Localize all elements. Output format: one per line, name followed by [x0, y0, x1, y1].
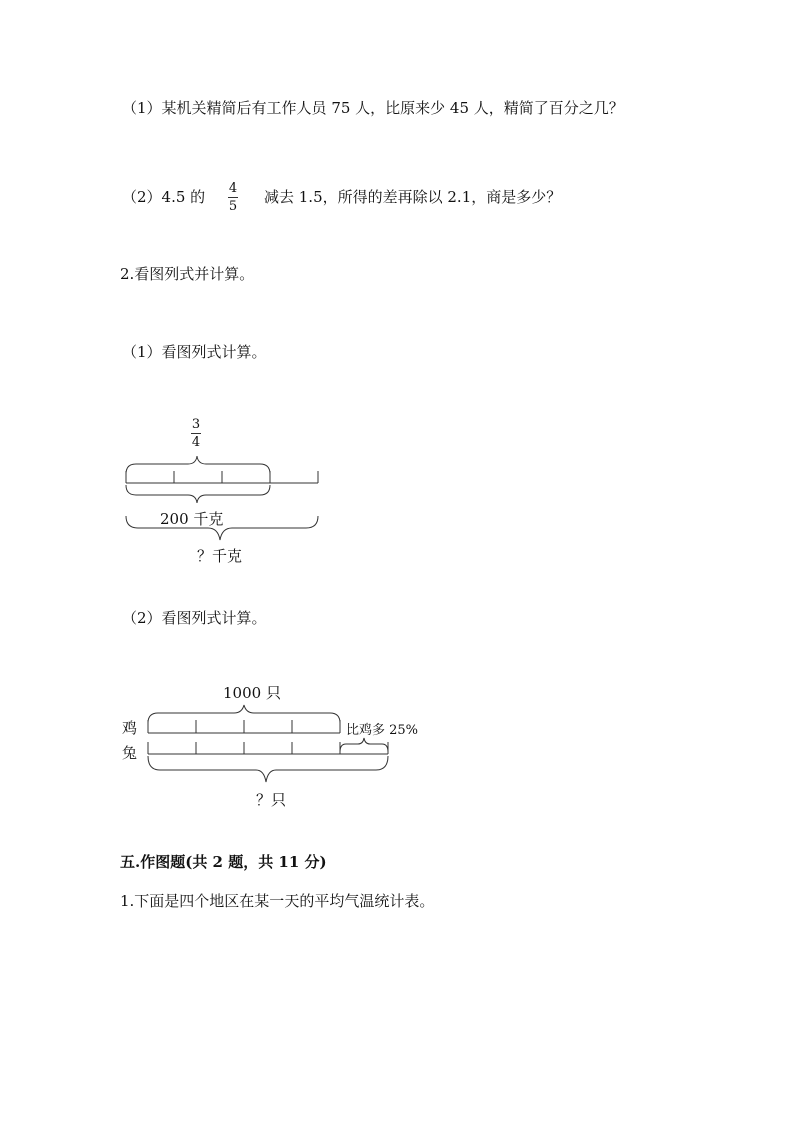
diagram-2-total-brace [148, 756, 388, 782]
diagram-2-top-label: 1000 只 [223, 684, 281, 702]
paragraph-1: 1.下面是四个地区在某一天的平均气温统计表。 [120, 892, 435, 910]
section-2-title: 2.看图列式并计算。 [120, 265, 255, 283]
diagram-1-fraction-numerator: 3 [191, 417, 201, 432]
diagram-2-extra-brace [340, 738, 388, 752]
fraction-numerator: 4 [228, 181, 238, 196]
diagram-2-row1-label: 鸡 [122, 719, 138, 737]
diagram-2-extra-label: 比鸡多 25% [346, 723, 419, 738]
section-5-title: 五.作图题(共 2 题，共 11 分) [120, 853, 327, 871]
diagram-1-subtitle: （1）看图列式计算。 [122, 343, 267, 361]
diagram-1-fraction-denominator: 4 [191, 435, 201, 450]
diagram-2-subtitle: （2）看图列式计算。 [122, 609, 267, 627]
question-2-suffix: 减去 1.5，所得的差再除以 2.1，商是多少？ [264, 188, 562, 206]
diagram-2-bottom-label: ？只 [256, 791, 287, 809]
diagram-1-known-label: 200 千克 [160, 510, 224, 528]
question-1: （1）某机关精简后有工作人员 75 人，比原来少 45 人，精简了百分之几？ [122, 99, 624, 117]
diagram-1-unknown-label: ？千克 [197, 547, 243, 565]
question-2-prefix: （2）4.5 的 [122, 188, 206, 206]
fraction-denominator: 5 [228, 199, 238, 214]
diagram-2-row2-label: 兔 [122, 744, 138, 762]
